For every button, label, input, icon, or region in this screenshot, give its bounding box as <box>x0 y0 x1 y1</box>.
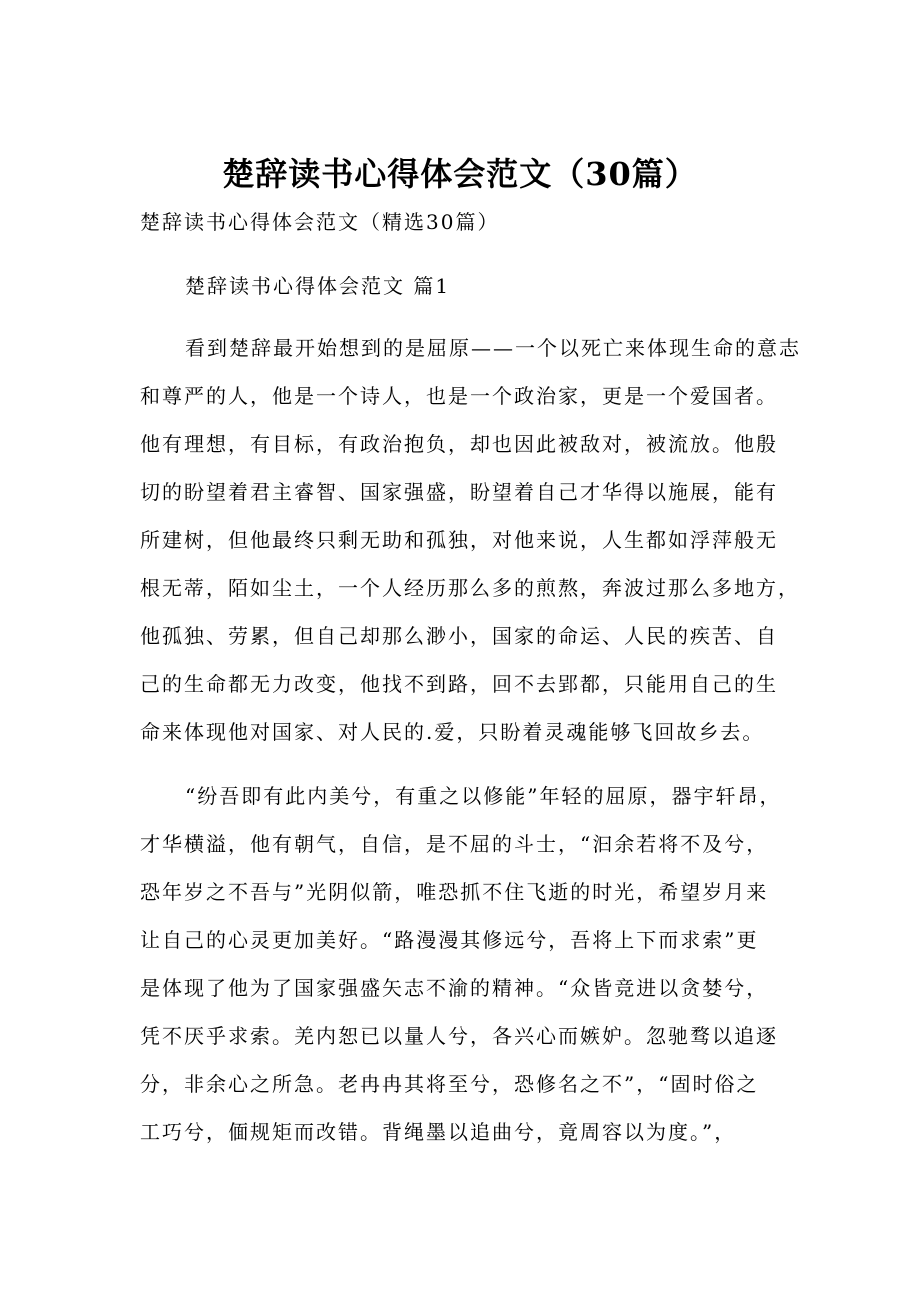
paragraph-line: 看到楚辞最开始想到的是屈原——一个以死亡来体现生命的意志 <box>185 336 801 360</box>
paragraph-line: 己的生命都无力改变，他找不到路，回不去郢都，只能用自己的生 <box>140 672 778 696</box>
paragraph-line: 他孤独、劳累，但自己却那么渺小，国家的命运、人民的疾苦、自 <box>140 624 778 648</box>
paragraph-line: 才华横溢，他有朝气，自信，是不屈的斗士，“汩余若将不及兮， <box>140 832 769 856</box>
paragraph-line: 命来体现他对国家、对人民的.爱，只盼着灵魂能够飞回故乡去。 <box>140 720 765 744</box>
paragraph-line: 工巧兮，偭规矩而改错。背绳墨以追曲兮，竟周容以为度。”， <box>140 1120 737 1144</box>
paragraph-line: 切的盼望着君主睿智、国家强盛，盼望着自己才华得以施展，能有 <box>140 480 778 504</box>
paragraph-line: 所建树，但他最终只剩无助和孤独，对他来说，人生都如浮萍般无 <box>140 528 778 552</box>
paragraph-line: 是体现了他为了国家强盛矢志不渝的精神。“众皆竞进以贪婪兮， <box>140 976 769 1000</box>
paragraph-2 <box>140 772 800 1156</box>
paragraph-line: 恐年岁之不吾与”光阴似箭，唯恐抓不住飞逝的时光，希望岁月来 <box>140 880 769 904</box>
paragraph-line: “纷吾即有此内美兮，有重之以修能”年轻的屈原，器宇轩昂， <box>185 784 782 808</box>
paragraph-1 <box>140 324 800 756</box>
paragraph-line: 和尊严的人，他是一个诗人，也是一个政治家，更是一个爱国者。 <box>140 384 778 408</box>
paragraph-line: 让自己的心灵更加美好。“路漫漫其修远兮，吾将上下而求索”更 <box>140 928 759 952</box>
paragraph-line: 他有理想，有目标，有政治抱负，却也因此被敌对，被流放。他殷 <box>140 432 778 456</box>
paragraph-line: 根无蒂，陌如尘土，一个人经历那么多的煎熬，奔波过那么多地方， <box>140 576 800 600</box>
paragraph-line: 凭不厌乎求索。羌内恕已以量人兮，各兴心而嫉妒。忽驰骛以追逐 <box>140 1024 778 1048</box>
document-subtitle: 楚辞读书心得体会范文（精选30篇） <box>140 210 500 234</box>
section-heading: 楚辞读书心得体会范文 篇1 <box>185 274 451 298</box>
document-title: 楚辞读书心得体会范文（30篇） <box>222 155 698 193</box>
paragraph-line: 分，非余心之所急。老冉冉其将至兮，恐修名之不”，“固时俗之 <box>140 1072 759 1096</box>
